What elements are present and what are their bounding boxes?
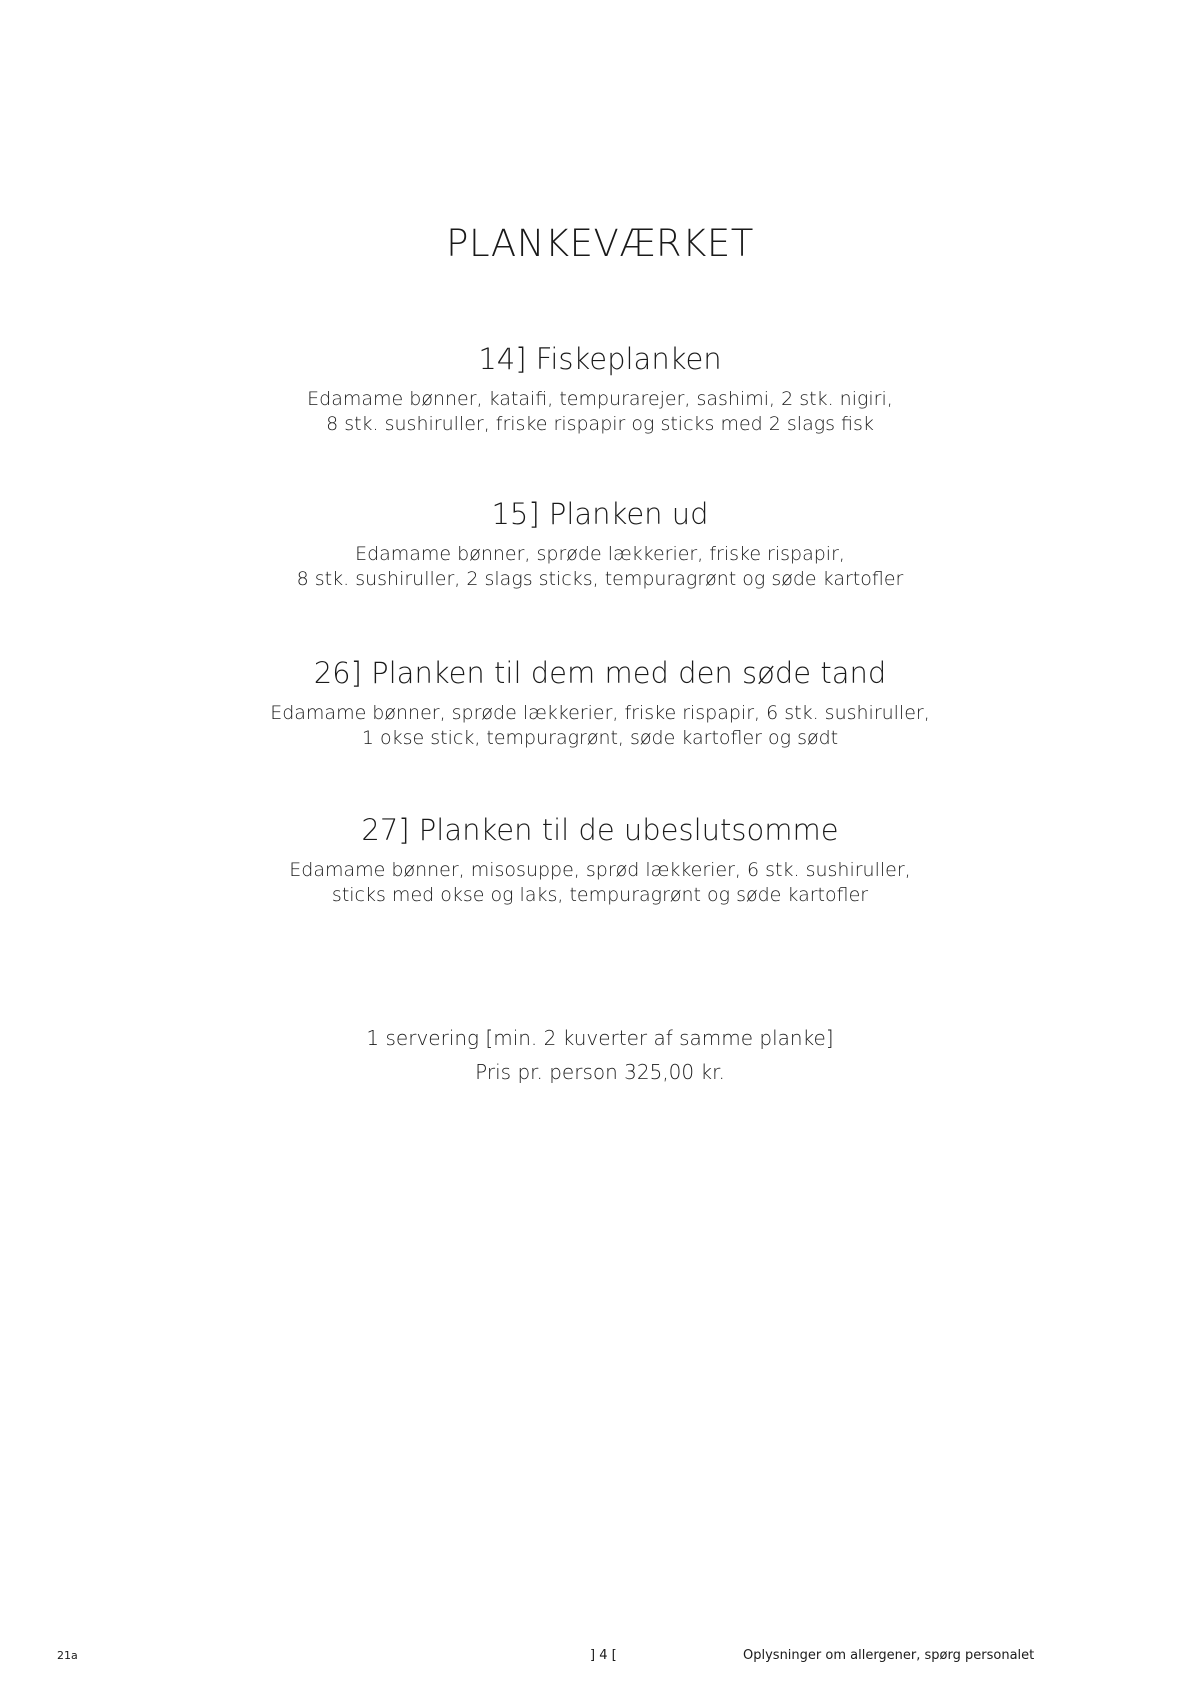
menu-item-title: 26] Planken til dem med den søde tand	[313, 656, 887, 690]
description-line: 1 okse stick, tempuragrønt, søde kartofler og sødt	[361, 727, 839, 749]
menu-item-description	[0, 387, 1200, 437]
description-line: 8 stk. sushiruller, friske rispapir og sticks med 2 slags fisk	[326, 413, 874, 435]
menu-item-26	[0, 655, 1200, 751]
description-line: sticks med okse og laks, tempuragrønt og søde kartofler	[331, 884, 869, 906]
page-number: ] 4 [	[590, 1648, 617, 1663]
menu-item-description	[0, 858, 1200, 908]
description-line: Edamame bønner, kataifi, tempurarejer, sashimi, 2 stk. nigiri,	[307, 388, 893, 410]
price-per-person: Pris pr. person 325,00 kr.	[475, 1060, 725, 1084]
serving-note: 1 servering [min. 2 kuverter af samme planke]	[366, 1026, 834, 1050]
description-line: Edamame bønner, sprøde lækkerier, friske rispapir, 6 stk. sushiruller,	[270, 702, 930, 724]
menu-item-description	[0, 701, 1200, 751]
allergen-note: Oplysninger om allergener, spørg personalet	[743, 1648, 1035, 1663]
description-line: 8 stk. sushiruller, 2 slags sticks, tempuragrønt og søde kartofler	[296, 568, 904, 590]
menu-item-title: 27] Planken til de ubeslutsomme	[361, 813, 839, 847]
page-title: PLANKEVÆRKET	[446, 222, 754, 265]
serving-info	[0, 1021, 1200, 1089]
menu-item-title: 15] Planken ud	[491, 497, 709, 531]
menu-item-15	[0, 496, 1200, 592]
menu-item-14	[0, 341, 1200, 437]
description-line: Edamame bønner, sprøde lækkerier, friske rispapir,	[355, 543, 845, 565]
footer-code: 21a	[57, 1649, 78, 1662]
description-line: Edamame bønner, misosuppe, sprød lækkerier, 6 stk. sushiruller,	[289, 859, 911, 881]
menu-item-description	[0, 542, 1200, 592]
menu-item-title: 14] Fiskeplanken	[478, 342, 722, 376]
menu-item-27	[0, 812, 1200, 908]
